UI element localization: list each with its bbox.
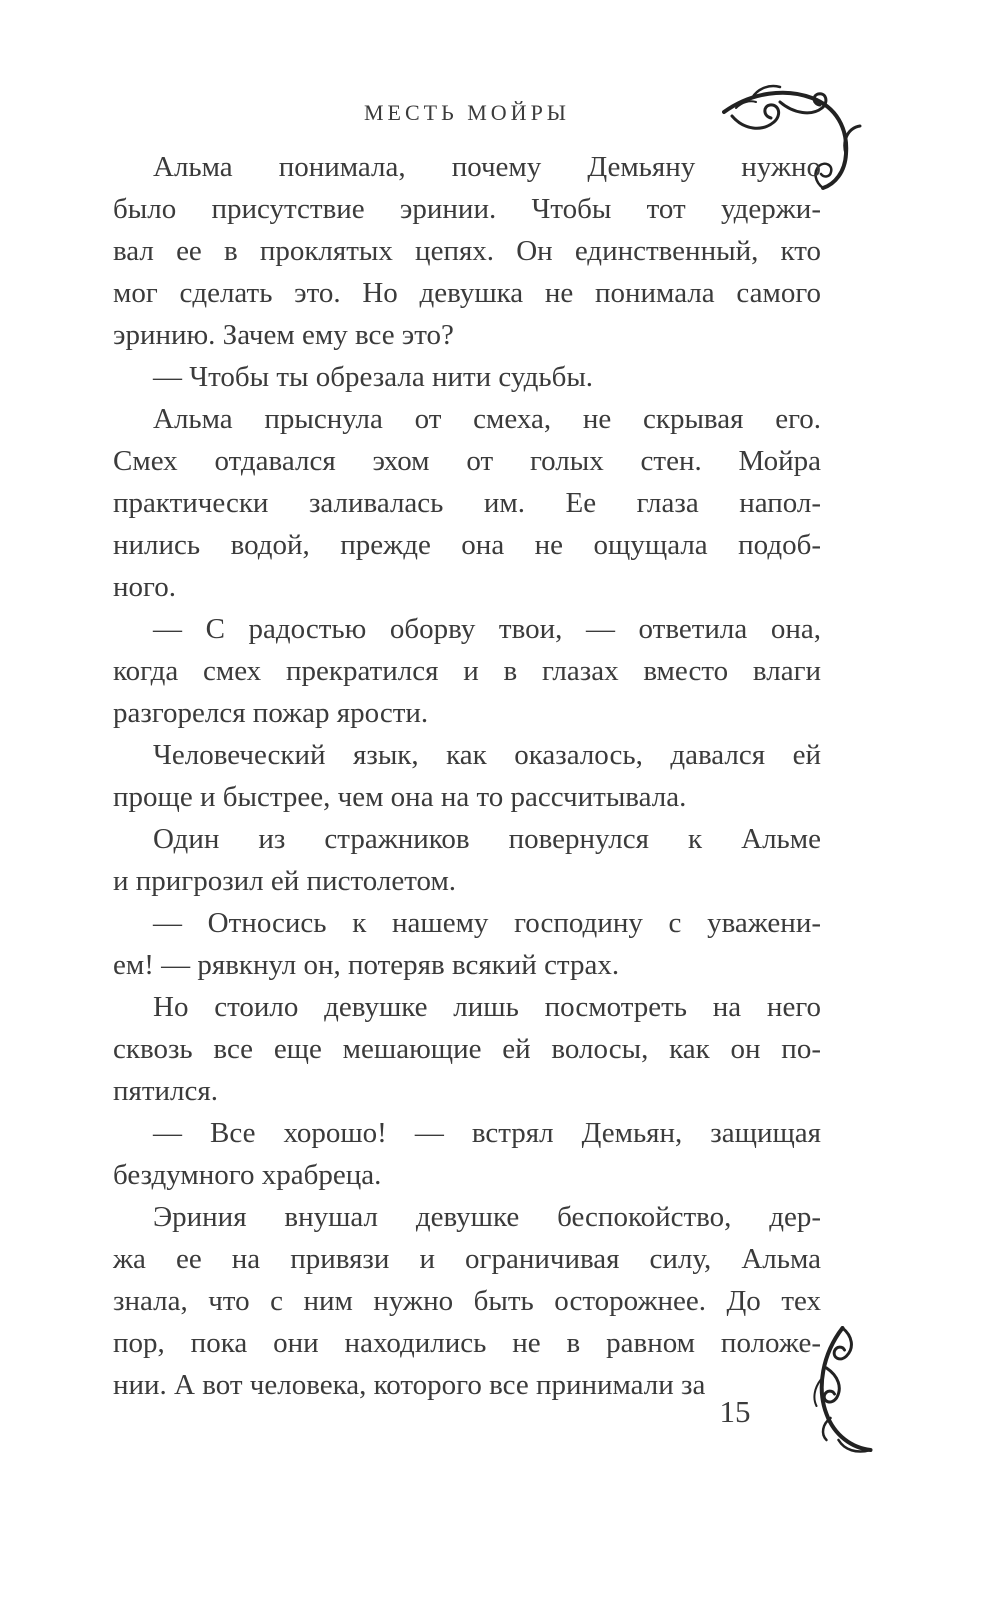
text-line: ного.: [113, 571, 176, 603]
paragraph: [113, 146, 821, 356]
paragraph: [113, 1112, 821, 1196]
text-line: — Чтобы ты обрезала нити судьбы.: [153, 361, 594, 393]
paragraph: [113, 818, 821, 902]
text-line: Один из стражников повернулся к Альме: [153, 823, 821, 855]
text-line: Альма понимала, почему Демьяну нужно: [153, 151, 821, 183]
text-line: и пригрозил ей пистолетом.: [113, 865, 457, 897]
text-line: нились водой, прежде она не ощущала подоб-: [113, 529, 821, 561]
text-line: Но стоило девушке лишь посмотреть на него: [153, 991, 821, 1023]
text-line: эринию. Зачем ему все это?: [113, 319, 454, 351]
text-line: знала, что с ним нужно быть осторожнее. До тех: [113, 1285, 821, 1317]
text-line: пор, пока они находились не в равном положе-: [113, 1327, 821, 1359]
text-line: разгорелся пожар ярости.: [113, 697, 429, 729]
corner-ornament-bottom-icon: [800, 1326, 875, 1458]
paragraph: [113, 398, 821, 608]
text-line: бездумного храбреца.: [113, 1159, 382, 1191]
text-line: Человеческий язык, как оказалось, давался ей: [153, 739, 821, 771]
text-line: пятился.: [113, 1075, 218, 1107]
text-line: когда смех прекратился и в глазах вместо влаги: [113, 655, 821, 687]
text-line: Смех отдавался эхом от голых стен. Мойра: [113, 445, 821, 477]
text-line: Альма прыснула от смеха, не скрывая его.: [153, 403, 821, 435]
text-line: жа ее на привязи и ограничивая силу, Альма: [113, 1243, 821, 1275]
text-line: проще и быстрее, чем она на то рассчитывала.: [113, 781, 687, 813]
paragraph: [113, 986, 821, 1112]
text-line: было присутствие эринии. Чтобы тот удержи-: [113, 193, 821, 225]
paragraph: [113, 734, 821, 818]
text-line: мог сделать это. Но девушка не понимала самого: [113, 277, 821, 309]
text-block: [113, 146, 821, 1406]
text-line: вал ее в проклятых цепях. Он единственный, кто: [113, 235, 821, 267]
text-line: нии. А вот человека, которого все принимали за: [113, 1369, 706, 1401]
text-line: — Относись к нашему господину с уважени-: [153, 907, 821, 939]
text-line: — С радостью оборву твои, — ответила она,: [153, 613, 821, 645]
paragraph: [113, 1196, 821, 1406]
text-line: практически заливалась им. Ее глаза напол-: [113, 487, 821, 519]
text-line: Эриния внушал девушке беспокойство, дер-: [153, 1201, 821, 1233]
text-line: — Все хорошо! — встрял Демьян, защищая: [153, 1117, 821, 1149]
paragraph: [113, 608, 821, 734]
paragraph: [113, 356, 821, 398]
chapter-title: МЕСТЬ МОЙРЫ: [363, 100, 570, 125]
text-line: сквозь все еще мешающие ей волосы, как он по-: [113, 1033, 821, 1065]
text-line: ем! — рявкнул он, потеряв всякий страх.: [113, 949, 620, 981]
paragraph: [113, 902, 821, 986]
page-number: 15: [719, 1394, 751, 1429]
